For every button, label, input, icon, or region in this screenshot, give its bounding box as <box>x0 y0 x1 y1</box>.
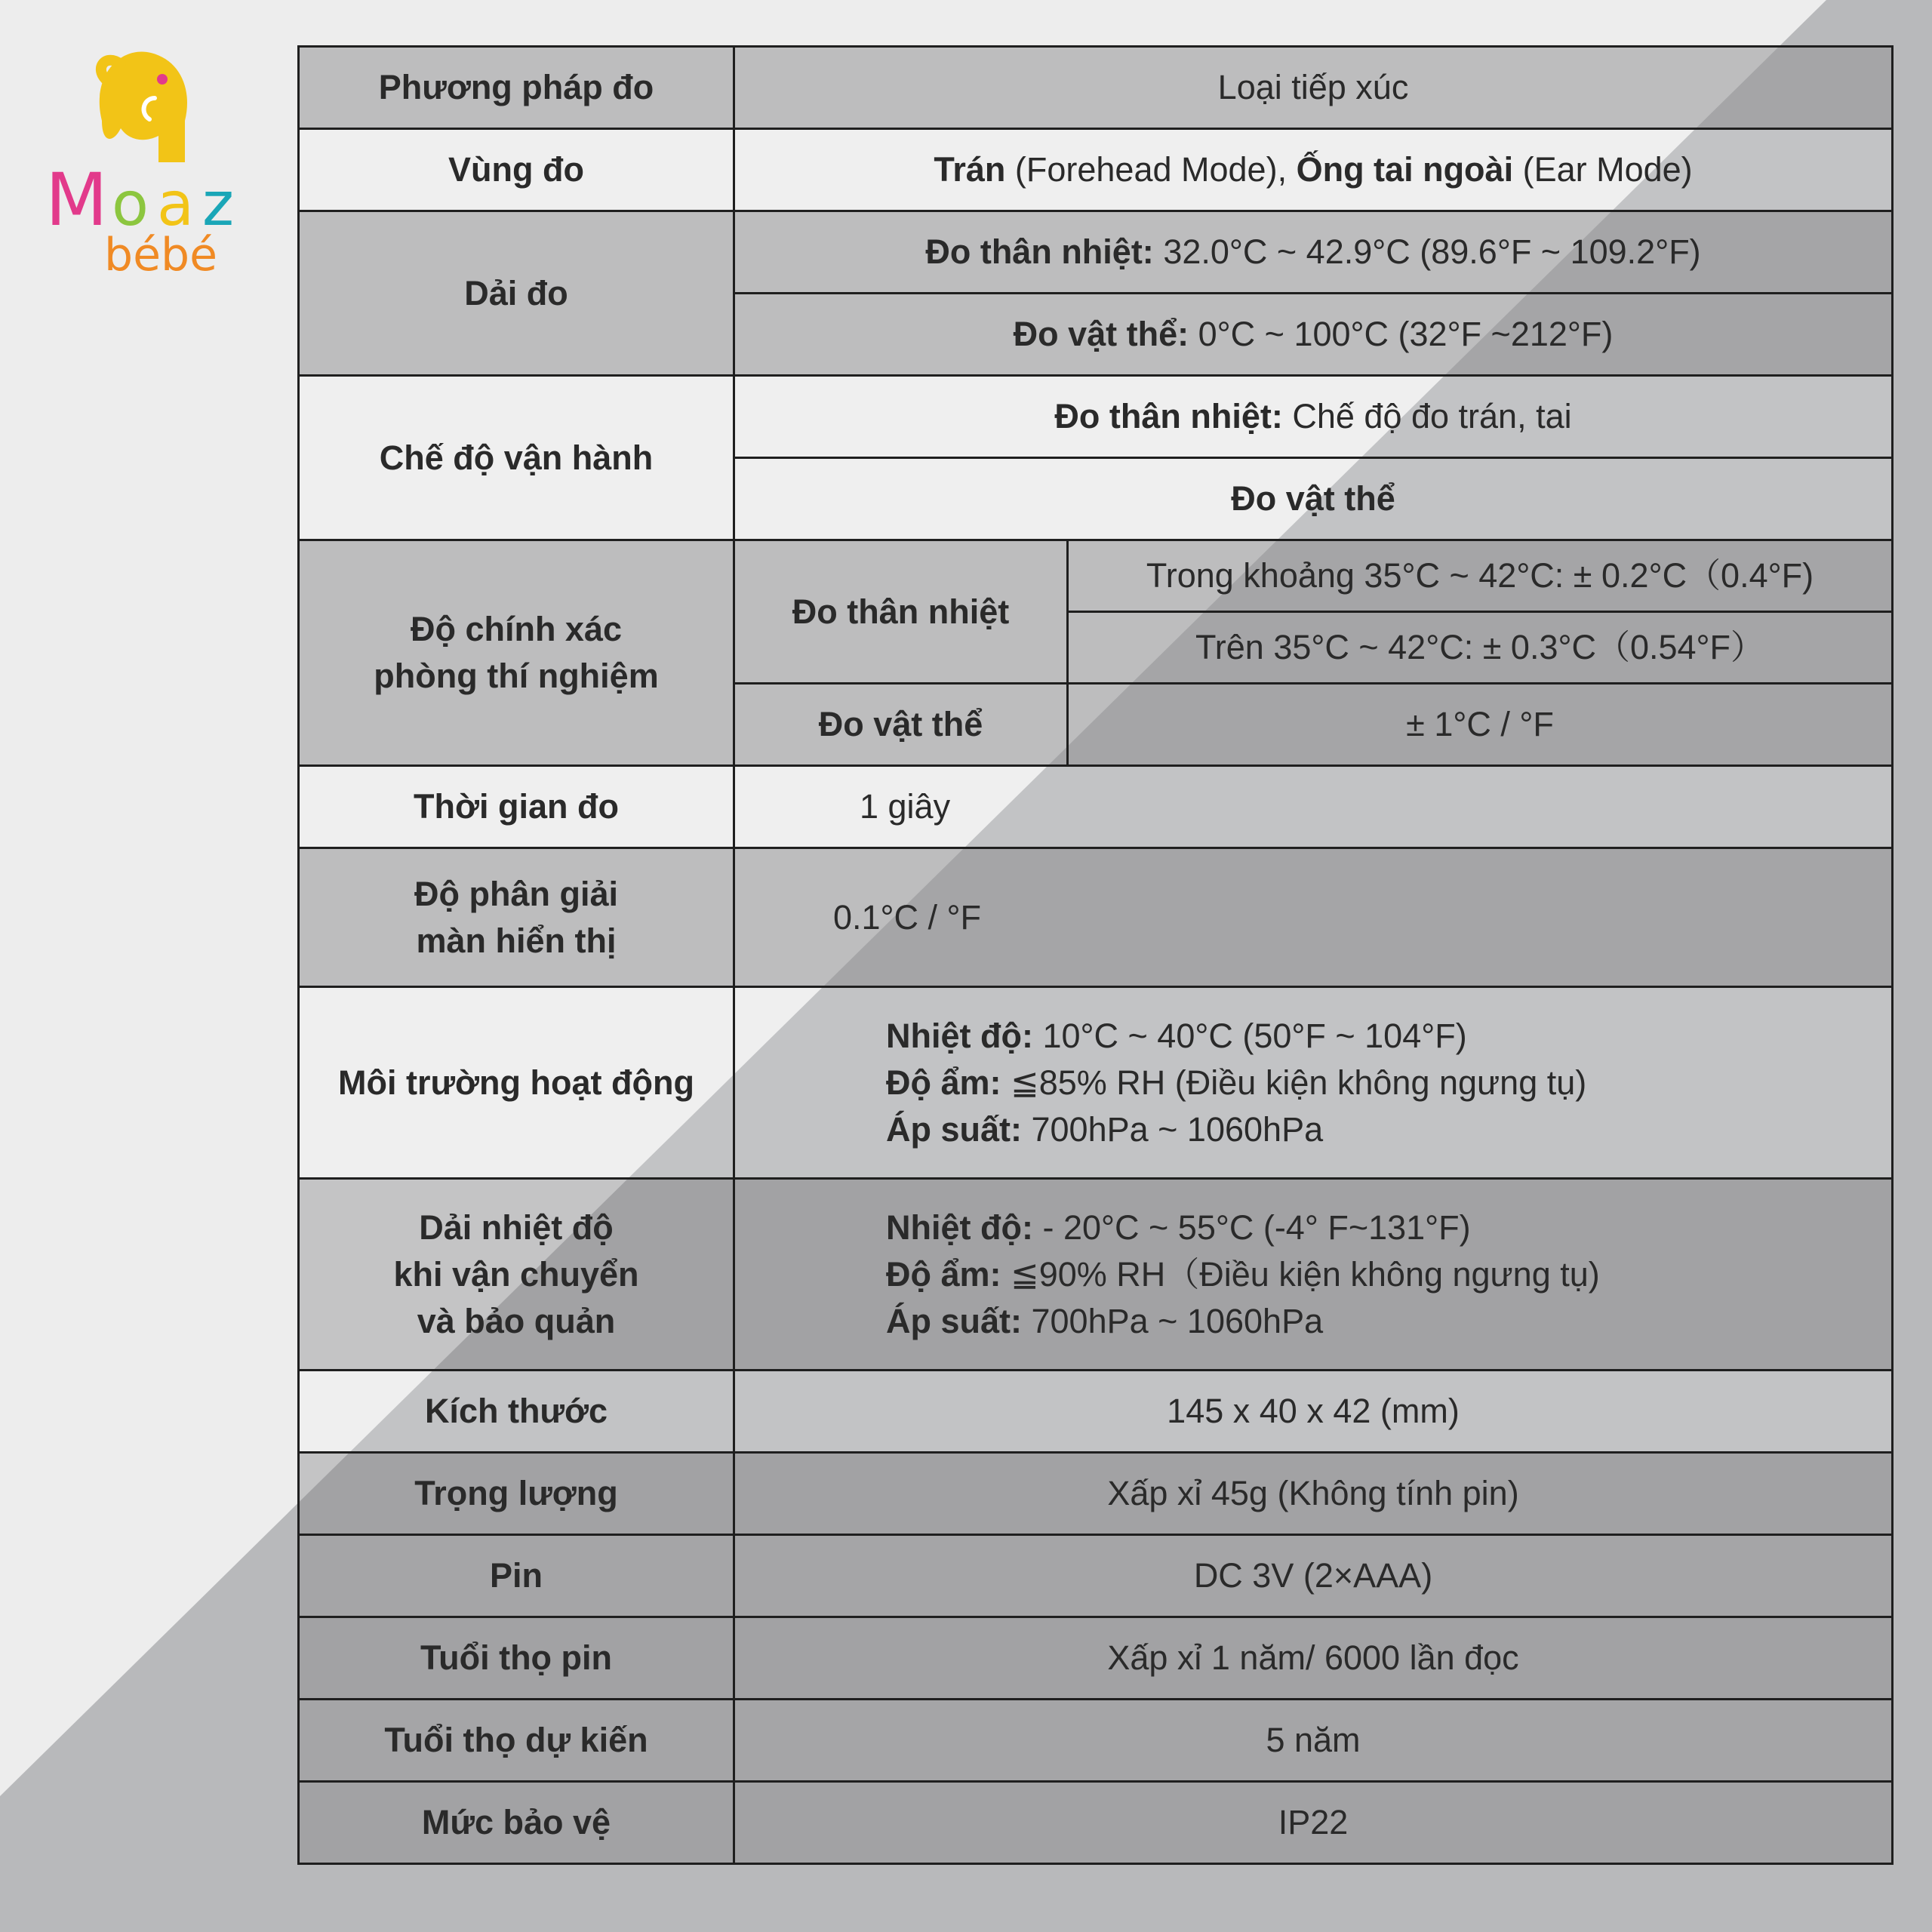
area-forehead: Trán <box>934 150 1006 189</box>
size-value: 145 x 40 x 42 (mm) <box>734 1371 1893 1453</box>
accuracy-label <box>299 540 734 766</box>
weight-value: Xấp xỉ 45g (Không tính pin) <box>734 1453 1893 1535</box>
row-area <box>299 129 1893 211</box>
row-time <box>299 766 1893 848</box>
row-lifespan <box>299 1700 1893 1782</box>
spec-table <box>297 45 1891 1865</box>
elephant-icon <box>100 51 187 162</box>
store-humidity <box>886 1251 1882 1298</box>
time-label: Thời gian đo <box>299 766 734 848</box>
row-accuracy-body-1 <box>299 540 1893 612</box>
accuracy-label-line2: phòng thí nghiệm <box>374 657 659 695</box>
mode-label: Chế độ vận hành <box>299 376 734 540</box>
env-pressure-value: 700hPa ~ 1060hPa <box>1022 1109 1324 1149</box>
range-obj-value: 0°C ~ 100°C (32°F ~212°F) <box>1189 315 1614 353</box>
logo-letter-o: o <box>112 169 149 239</box>
store-humidity-value: ≦90% RH（Điều kiện không ngưng tụ) <box>1001 1254 1600 1294</box>
accuracy-body-value-2: Trên 35°C ~ 42°C: ± 0.3°C（0.54°F） <box>1068 612 1893 684</box>
size-label: Kích thước <box>299 1371 734 1453</box>
range-body-value: 32.0°C ~ 42.9°C (89.6°F ~ 109.2°F) <box>1153 232 1701 271</box>
store-pressure <box>886 1298 1882 1345</box>
logo-letter-m: M <box>45 158 108 242</box>
time-value: 1 giây <box>734 766 1893 848</box>
env-temp <box>886 1013 1882 1060</box>
env-pressure <box>886 1106 1882 1153</box>
range-body-key: Đo thân nhiệt: <box>925 232 1154 271</box>
area-ear-text: (Ear Mode) <box>1513 150 1693 189</box>
store-temp <box>886 1204 1882 1251</box>
mode-body-value: Chế độ đo trán, tai <box>1282 397 1572 435</box>
lifespan-label: Tuổi thọ dự kiến <box>299 1700 734 1782</box>
store-pressure-key: Áp suất: <box>886 1301 1022 1340</box>
area-forehead-text: (Forehead Mode), <box>1005 150 1297 189</box>
resolution-value: 0.1°C / °F <box>734 848 1893 987</box>
range-obj-key: Đo vật thể: <box>1013 315 1189 353</box>
resolution-label <box>299 848 734 987</box>
storage-label-line3: và bảo quản <box>417 1301 616 1340</box>
accuracy-object-label: Đo vật thể <box>734 684 1068 766</box>
accuracy-object-value: ± 1°C / °F <box>1068 684 1893 766</box>
protection-value: IP22 <box>734 1782 1893 1864</box>
store-temp-value: - 20°C ~ 55°C (-4° F~131°F) <box>1032 1208 1471 1247</box>
battery-label: Pin <box>299 1535 734 1617</box>
area-ear: Ống tai ngoài <box>1296 150 1514 189</box>
env-temp-key: Nhiệt độ: <box>886 1016 1033 1055</box>
range-body <box>734 211 1893 294</box>
env-temp-value: 10°C ~ 40°C (50°F ~ 104°F) <box>1032 1016 1467 1055</box>
storage-label <box>299 1179 734 1371</box>
lifespan-value: 5 năm <box>734 1700 1893 1782</box>
mode-object: Đo vật thể <box>734 458 1893 540</box>
area-label: Vùng đo <box>299 129 734 211</box>
storage-label-line1: Dải nhiệt độ <box>419 1208 614 1247</box>
environment-value <box>734 987 1893 1179</box>
battery-life-label: Tuổi thọ pin <box>299 1617 734 1700</box>
weight-label: Trọng lượng <box>299 1453 734 1535</box>
resolution-label-line1: Độ phân giải <box>414 874 618 913</box>
area-value <box>734 129 1893 211</box>
mode-body <box>734 376 1893 458</box>
row-storage <box>299 1179 1893 1371</box>
method-value: Loại tiếp xúc <box>734 47 1893 129</box>
logo-bebe: bébé <box>104 229 217 279</box>
row-range-body <box>299 211 1893 294</box>
accuracy-body-label: Đo thân nhiệt <box>734 540 1068 684</box>
row-resolution <box>299 848 1893 987</box>
row-method <box>299 47 1893 129</box>
row-battery-life <box>299 1617 1893 1700</box>
logo-letter-z: z <box>202 169 234 239</box>
mode-body-key: Đo thân nhiệt: <box>1054 397 1283 435</box>
row-protection <box>299 1782 1893 1864</box>
storage-label-line2: khi vận chuyển <box>393 1254 639 1294</box>
moaz-bebe-logo <box>30 30 279 279</box>
protection-label: Mức bảo vệ <box>299 1782 734 1864</box>
row-mode-body <box>299 376 1893 458</box>
store-temp-key: Nhiệt độ: <box>886 1208 1033 1247</box>
range-label: Dải đo <box>299 211 734 376</box>
method-label: Phương pháp đo <box>299 47 734 129</box>
range-object <box>734 294 1893 376</box>
storage-value <box>734 1179 1893 1371</box>
row-size <box>299 1371 1893 1453</box>
logo-letter-a: a <box>157 169 195 239</box>
accuracy-body-value-1: Trong khoảng 35°C ~ 42°C: ± 0.2°C（0.4°F) <box>1068 540 1893 612</box>
resolution-label-line2: màn hiển thị <box>416 921 617 960</box>
environment-label: Môi trường hoạt động <box>299 987 734 1179</box>
env-pressure-key: Áp suất: <box>886 1109 1022 1149</box>
accuracy-label-line1: Độ chính xác <box>410 610 623 648</box>
store-pressure-value: 700hPa ~ 1060hPa <box>1022 1301 1324 1340</box>
battery-life-value: Xấp xỉ 1 năm/ 6000 lần đọc <box>734 1617 1893 1700</box>
store-humidity-key: Độ ẩm: <box>886 1254 1001 1294</box>
battery-value: DC 3V (2×AAA) <box>734 1535 1893 1617</box>
row-environment <box>299 987 1893 1179</box>
row-battery <box>299 1535 1893 1617</box>
env-humidity-key: Độ ẩm: <box>886 1063 1001 1102</box>
env-humidity-value: ≦85% RH (Điều kiện không ngưng tụ) <box>1001 1063 1587 1102</box>
env-humidity <box>886 1060 1882 1106</box>
row-weight <box>299 1453 1893 1535</box>
